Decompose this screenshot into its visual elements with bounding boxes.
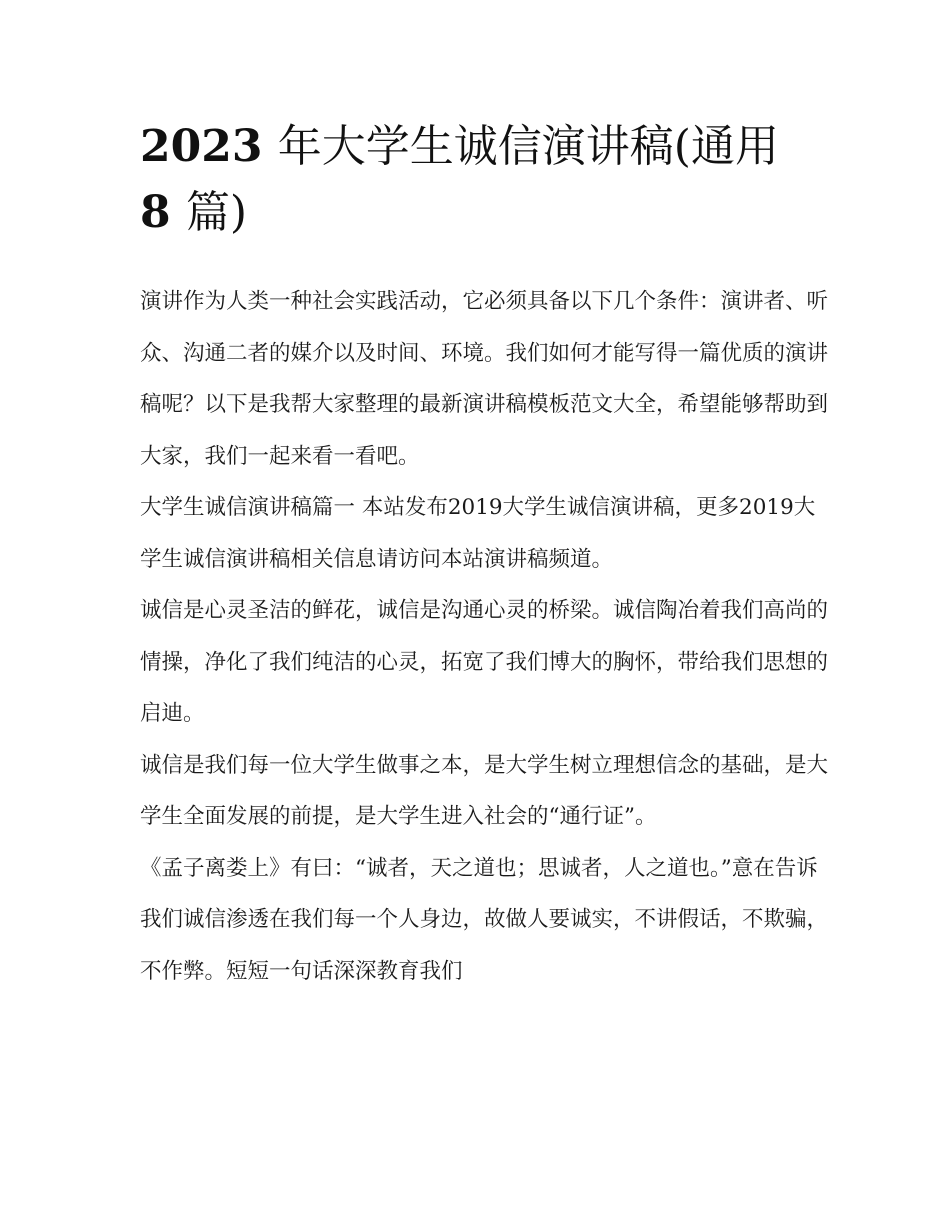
title-text: 年大学生诚信演讲稿(通用 bbox=[277, 121, 779, 172]
title-year: 2023 bbox=[140, 121, 278, 172]
paragraph-intro: 演讲作为人类一种社会实践活动，它必须具备以下几个条件：演讲者、听众、沟通二者的媒介以及时间、环境。我们如何才能写得一篇优质的演讲稿呢？以下是我帮大家整理的最新演讲稿模板范文大全，希望能够帮助到大家，我们一起来看一看吧。 bbox=[140, 289, 829, 469]
title-count: 8 bbox=[140, 187, 186, 238]
title-suffix: 篇) bbox=[185, 187, 248, 238]
document-body bbox=[140, 276, 830, 997]
page-title bbox=[140, 114, 820, 246]
paragraph-source: 大学生诚信演讲稿篇一 本站发布2019大学生诚信演讲稿，更多2019大学生诚信演讲稿相关信息请访问本站演讲稿频道。 bbox=[140, 495, 816, 572]
paragraph-mencius: 《孟子离娄上》有曰：“诚者，天之道也；思诚者，人之道也。”意在告诉我们诚信渗透在我们每一个人身边，故做人要诚实，不讲假话，不欺骗，不作弊。短短一句话深深教育我们 bbox=[140, 855, 829, 984]
paragraph-foundation: 诚信是我们每一位大学生做事之本，是大学生树立理想信念的基础，是大学生全面发展的前提，是大学生进入社会的“通行证”。 bbox=[140, 752, 829, 829]
paragraph-flower: 诚信是心灵圣洁的鲜花，诚信是沟通心灵的桥梁。诚信陶冶着我们高尚的 情操，净化了我们纯洁的心灵，拓宽了我们博大的胸怀，带给我们思想的启迪。 bbox=[140, 598, 829, 726]
